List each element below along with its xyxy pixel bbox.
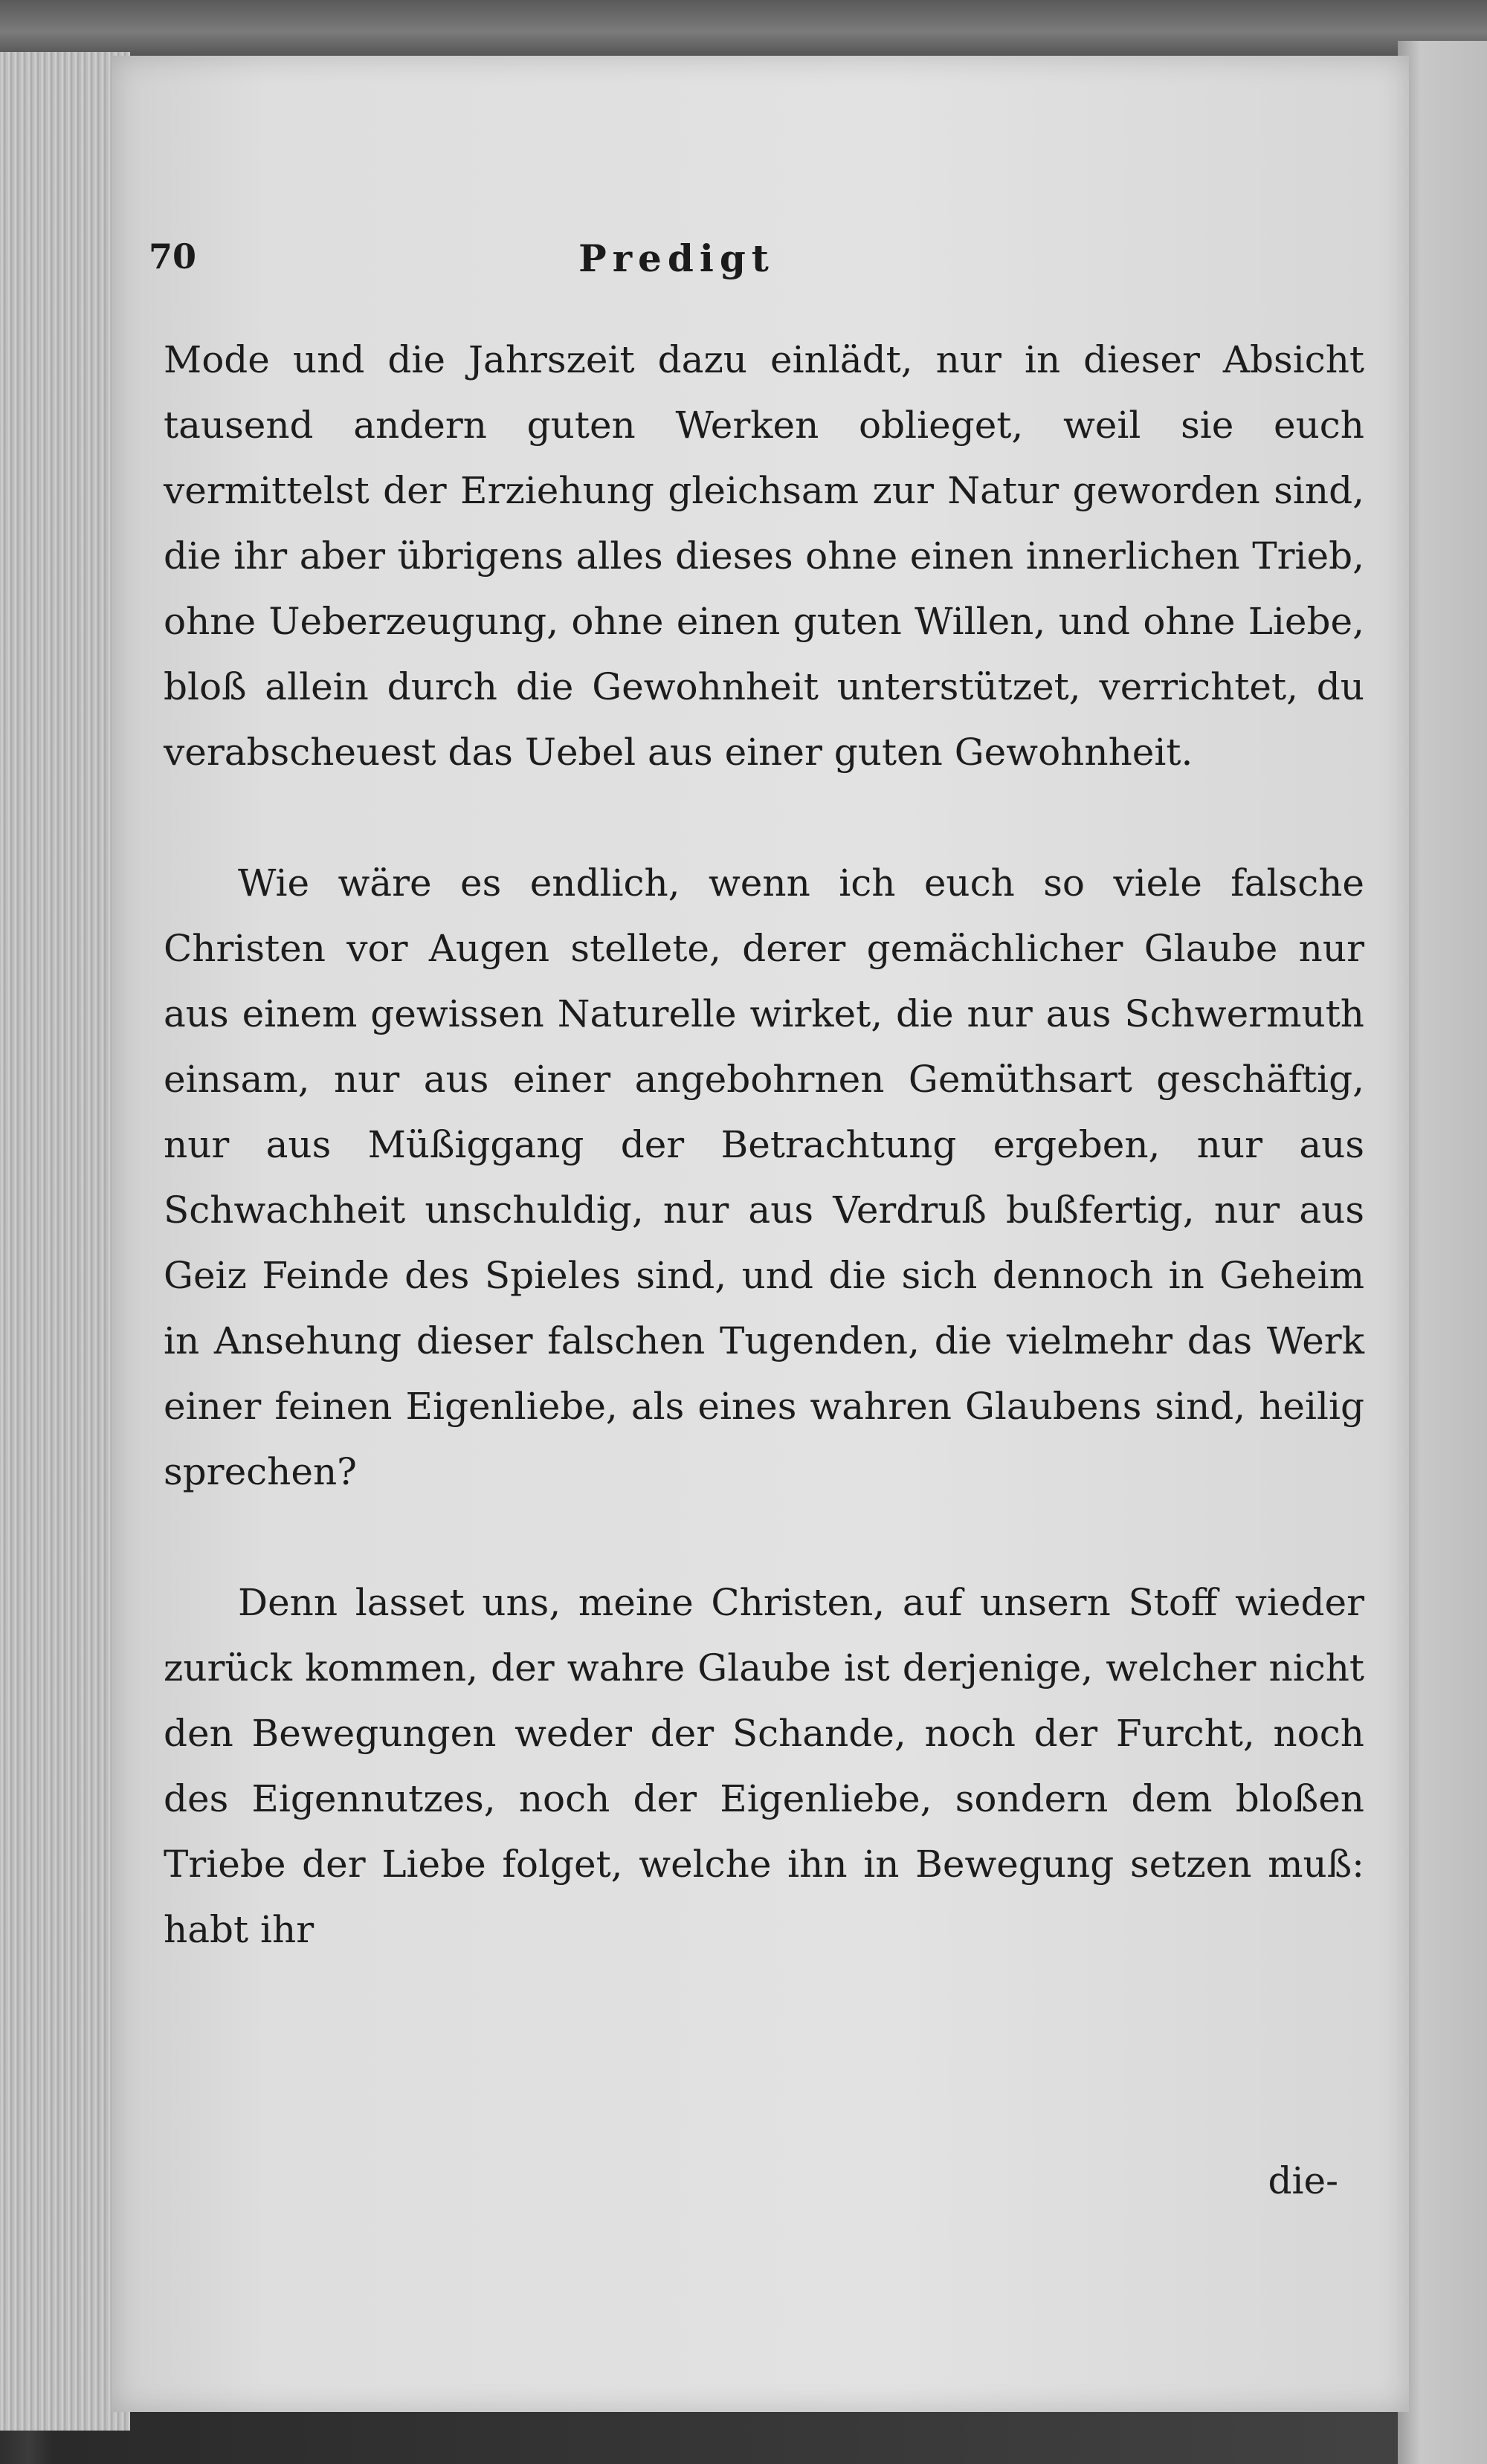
page-number: 70 — [149, 236, 197, 277]
facing-page-edge — [1398, 41, 1487, 2464]
catchword: die- — [1268, 2159, 1338, 2202]
page-edge-stack — [0, 52, 130, 2431]
page-body — [164, 327, 1364, 1962]
paragraph-continued: Mode und die Jahrszeit dazu einlädt, nur in dieser Absicht tausend andern guten Werken oblieget, weil sie euch vermittelst der Erziehung gleichsam zur Natur geworden sind, die ihr aber übrigens alles dieses ohne einen innerlichen Trieb, ohne Ueberzeugung, ohne einen guten Willen, und ohne Liebe, bloß allein durch die Gewohnheit unterstützet, verrichtet, du verabscheuest das Uebel aus einer guten Gewohnheit. — [164, 338, 1364, 774]
paragraph-true-faith: Denn lasset uns, meine Christen, auf unsern Stoff wieder zurück kommen, der wahre Glaube ist derjenige, welcher nicht den Bewegungen weder der Schande, noch der Furcht, noch des Eigennutzes, noch der Eigenliebe, sondern dem bloßen Triebe der Liebe folget, welche ihn in Bewegung setzen muß: habt ihr — [164, 1581, 1364, 1951]
paragraph-false-christians: Wie wäre es endlich, wenn ich euch so viele falsche Christen vor Augen stellete, derer gemächlicher Glaube nur aus einem gewissen Naturelle wirket, die nur aus Schwermuth einsam, nur aus einer angebohrnen Gemüthsart geschäftig, nur aus Müßiggang der Betrachtung ergeben, nur aus Schwachheit unschuldig, nur aus Verdruß bußfertig, nur aus Geiz Feinde des Spieles sind, und die sich dennoch in Geheim in Ansehung dieser falschen Tugenden, die vielmehr das Werk einer feinen Eigenliebe, als eines wahren Glaubens sind, heilig sprechen? — [164, 861, 1364, 1493]
running-head: Predigt — [578, 236, 775, 280]
page-header — [149, 236, 1204, 296]
